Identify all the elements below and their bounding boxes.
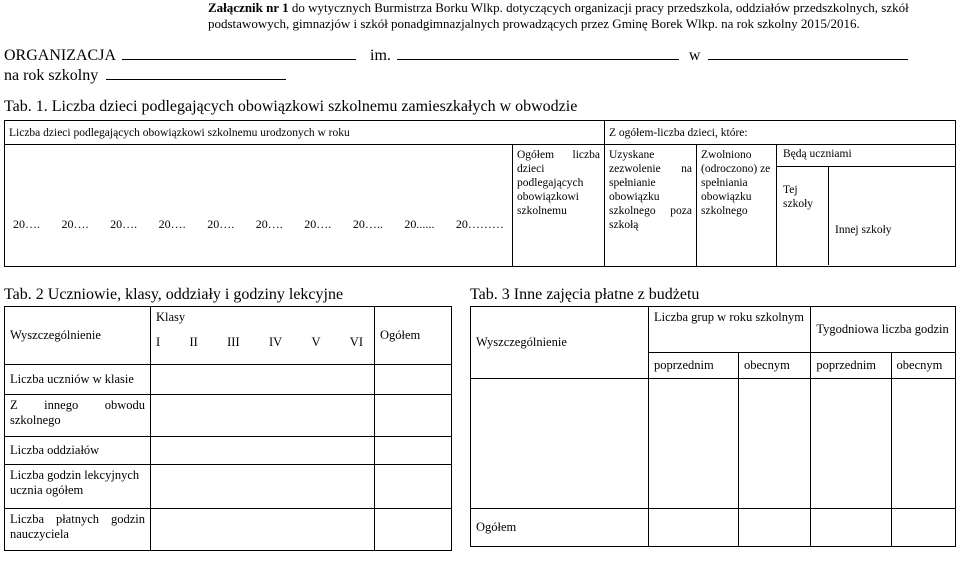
tab2-row-label: Z innego obwodu szkolnego: [5, 395, 151, 437]
birth-year-5: 20….: [255, 217, 283, 231]
tab2-row-label: Liczba godzin lekcyjnych ucznia ogółem: [5, 465, 151, 509]
tab3-sub: obecnym: [891, 353, 955, 379]
year-blank[interactable]: [106, 66, 286, 80]
tab1-tej: Tej szkoły: [777, 167, 829, 265]
tab2-row-label: Liczba uczniów w klasie: [5, 365, 151, 395]
class-numeral-3: IV: [268, 335, 283, 349]
tab2-caption: Tab. 2 Uczniowie, klasy, oddziały i godziny lekcyjne: [4, 286, 344, 303]
tab3-cell[interactable]: [471, 379, 649, 509]
tab2-klasy: Klasy: [156, 310, 186, 324]
tab2-cell[interactable]: [151, 437, 375, 465]
tab3-wyszczegolnienie: Wyszczególnienie: [471, 307, 649, 379]
class-numeral-2: III: [227, 335, 240, 349]
im-label: im.: [370, 47, 391, 64]
rok-line: [4, 66, 286, 85]
patron-blank[interactable]: [397, 46, 679, 60]
tab1-table: [4, 120, 956, 267]
organizacja-label: ORGANIZACJA: [4, 47, 116, 64]
tab3-sub: poprzednim: [811, 353, 891, 379]
tab2-cell[interactable]: [375, 437, 452, 465]
tab1-innej: Innej szkoły: [835, 224, 892, 236]
header-bold: Załącznik nr 1: [208, 0, 289, 15]
tab2-cell[interactable]: [375, 365, 452, 395]
tab1-head-left: Liczba dzieci podlegających obowiązkowi szkolnemu urodzonych w roku: [5, 121, 605, 145]
name-blank[interactable]: [122, 46, 356, 60]
tab3-sub: poprzednim: [649, 353, 739, 379]
tab1-beda: Będą uczniami: [777, 145, 955, 167]
birth-year-0: 20….: [13, 217, 40, 231]
tab2-wyszczegolnienie: Wyszczególnienie: [5, 307, 151, 365]
tab2-cell[interactable]: [375, 509, 452, 551]
tab1-caption: Tab. 1. Liczba dzieci podlegających obowiązkowi szkolnemu zamieszkałych w obwodzie: [4, 98, 578, 115]
years-row: [9, 217, 508, 231]
organizacja-line: [4, 46, 908, 65]
tab1-zwolniono: Zwolniono (odroczono) ze spełniania obowiązku szkolnego: [697, 145, 777, 267]
tab3-cell[interactable]: [738, 509, 810, 547]
tab2-cell[interactable]: [375, 465, 452, 509]
rok-label: na rok szkolny: [4, 67, 99, 84]
tab3-cell[interactable]: [811, 379, 891, 509]
tab2-cell[interactable]: [151, 465, 375, 509]
birth-year-6: 20….: [304, 217, 332, 231]
class-numeral-1: II: [189, 335, 198, 349]
tab1-head-right: Z ogółem-liczba dzieci, które:: [605, 121, 956, 145]
birth-year-7: 20…..: [352, 217, 383, 231]
tab2-cell[interactable]: [151, 395, 375, 437]
tab2-cell[interactable]: [151, 509, 375, 551]
document-header: [208, 0, 956, 32]
tab2-table: [4, 306, 452, 551]
class-numeral-4: V: [311, 335, 321, 349]
tab2-klasy-cell: [151, 307, 375, 365]
tab3-sub: obecnym: [738, 353, 810, 379]
tab2-ogolem: Ogółem: [375, 307, 452, 365]
tab1-years-cell[interactable]: [5, 145, 513, 267]
tab3-caption: Tab. 3 Inne zajęcia płatne z budżetu: [470, 286, 700, 303]
class-numeral-0: I: [156, 335, 161, 349]
tab2-row-label: Liczba oddziałów: [5, 437, 151, 465]
tab3-cell[interactable]: [738, 379, 810, 509]
tab2-cell[interactable]: [375, 395, 452, 437]
tab1-uzyskane: Uzyskane zezwolenie na spełnianie obowiązku szkolnego poza szkołą: [605, 145, 697, 267]
birth-year-2: 20….: [110, 217, 138, 231]
tab3-tygodniowa: Tygodniowa liczba godzin: [811, 307, 956, 353]
tab1-ogolem: Ogółem liczba dzieci podlegających obowiązkowi szkolnemu: [513, 145, 605, 267]
class-numeral-5: VI: [349, 335, 363, 349]
tab3-cell[interactable]: [891, 509, 955, 547]
tab3-liczba-grup: Liczba grup w roku szkolnym: [649, 307, 811, 353]
birth-year-3: 20….: [158, 217, 186, 231]
birth-year-8: 20......: [404, 217, 435, 231]
w-label: w: [688, 47, 701, 64]
header-text: do wytycznych Burmistrza Borku Wlkp. dotyczących organizacji pracy przedszkola, oddziałów przedszkolnych, szkół podstawowych, gimnazjów i szkół ponadgimnazjalnych prowadzących przez Gminę Borek Wlkp. na rok szkolny 2015/2016.: [208, 0, 909, 31]
tab2-row-label: Liczba płatnych godzin nauczyciela: [5, 509, 151, 551]
roman-numerals: [156, 335, 369, 350]
tab3-cell[interactable]: [649, 379, 739, 509]
birth-year-9: 20………: [455, 217, 504, 231]
tab3-table: [470, 306, 956, 547]
birth-year-1: 20….: [61, 217, 89, 231]
town-blank[interactable]: [708, 46, 908, 60]
tab3-cell[interactable]: [649, 509, 739, 547]
tab3-cell[interactable]: [811, 509, 891, 547]
tab2-cell[interactable]: [151, 365, 375, 395]
birth-year-4: 20….: [207, 217, 235, 231]
tab3-cell[interactable]: [891, 379, 955, 509]
tab3-ogolem: Ogółem: [471, 509, 649, 547]
tab1-beda-cell: [777, 145, 956, 267]
